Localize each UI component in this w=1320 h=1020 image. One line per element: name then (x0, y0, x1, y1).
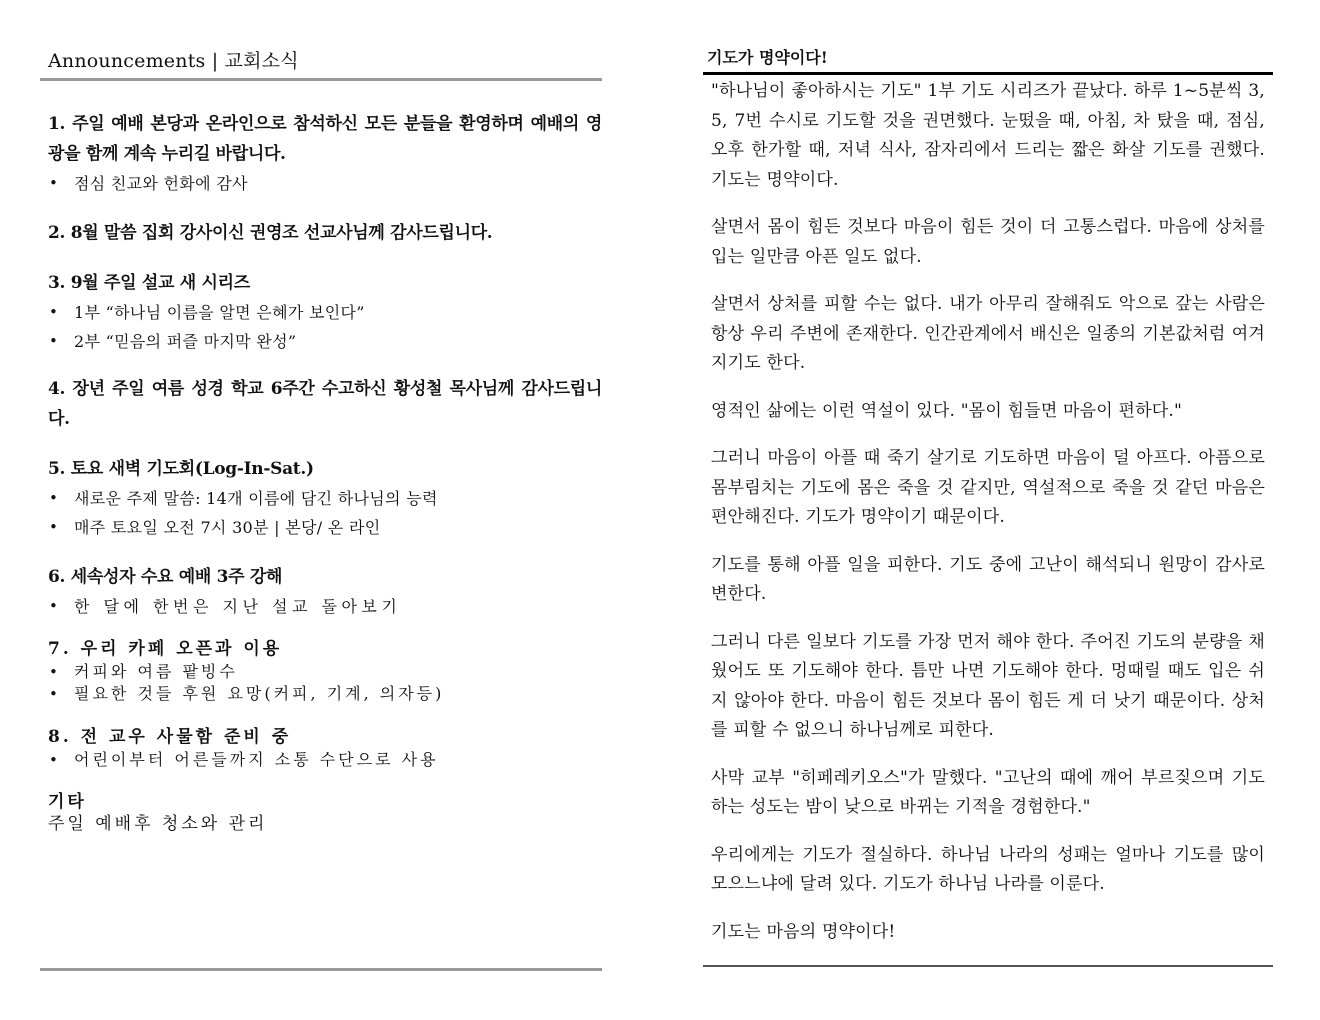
announcement-bullet: • 필요한 것들 후원 요망(커피, 기계, 의자등) (48, 683, 602, 705)
announcement-heading: 6. 세속성자 수요 예배 3주 강해 (48, 567, 283, 587)
announcement-item (48, 268, 602, 356)
announcement-item (48, 374, 602, 434)
announcements-column (40, 48, 602, 835)
article-paragraph: 살면서 몸이 힘든 것보다 마음이 힘든 것이 더 고통스럽다. 마음에 상처를 입는 일만큼 아픈 일도 없다. (711, 217, 1265, 267)
announcement-heading: 7. 우리 카페 오픈과 이용 (48, 639, 283, 659)
announcement-other (48, 791, 602, 835)
article-paragraph: 살면서 상처를 피할 수는 없다. 내가 아무리 잘해줘도 악으로 갚는 사람은 항상 우리 주변에 존재한다. 인간관계에서 배신은 일종의 기본값처럼 여겨지기도 한다. (711, 294, 1265, 373)
announcement-bullet: • 한 달에 한번은 지난 설교 돌아보기 (48, 592, 602, 621)
article-paragraph: 기도는 마음의 명약이다! (711, 921, 896, 942)
announcement-item (48, 109, 602, 198)
announcement-item (48, 454, 602, 542)
announcement-heading: 5. 토요 새벽 기도회(Log-In-Sat.) (48, 459, 314, 479)
other-text: 주일 예배후 청소와 관리 (48, 814, 268, 834)
article-body (703, 77, 1273, 947)
announcement-bullet: • 어린이부터 어른들까지 소통 수단으로 사용 (48, 749, 602, 771)
announcements-title: Announcements | 교회소식 (40, 48, 602, 81)
article-paragraph: 기도를 통해 아플 일을 피한다. 기도 중에 고난이 해석되니 원망이 감사로 변한다. (711, 554, 1265, 604)
article-paragraph: 우리에게는 기도가 절실하다. 하나님 나라의 성패는 얼마나 기도를 많이 모으느냐에 달려 있다. 기도가 하나님 나라를 이룬다. (711, 844, 1265, 894)
announcement-bullet: • 새로운 주제 말씀: 14개 이름에 담긴 하나님의 능력 (48, 484, 602, 513)
other-heading: 기타 (48, 792, 87, 812)
right-bottom-divider (703, 965, 1273, 967)
announcement-bullet: • 점심 친교와 헌화에 감사 (48, 169, 602, 198)
announcement-heading: 8. 전 교우 사물함 준비 중 (48, 727, 292, 747)
announcement-heading: 3. 9월 주일 설교 새 시리즈 (48, 273, 250, 293)
announcement-item (48, 218, 602, 248)
announcement-bullet: • 매주 토요일 오전 7시 30분 | 본당/ 온 라인 (48, 513, 602, 542)
article-paragraph: 사막 교부 "히페레키오스"가 말했다. "고난의 때에 깨어 부르짖으며 기도하는 성도는 밤이 낮으로 바뀌는 기적을 경험한다." (711, 767, 1265, 817)
article-paragraph: 영적인 삶에는 이런 역설이 있다. "몸이 힘들면 마음이 편하다." (711, 400, 1183, 421)
announcement-bullet: • 1부 “하나님 이름을 알면 은혜가 보인다” (48, 298, 602, 327)
announcement-item (48, 725, 602, 771)
announcements-list (40, 109, 602, 835)
announcement-item (48, 637, 602, 705)
article-paragraph: 그러니 마음이 아플 때 죽기 살기로 기도하면 마음이 덜 아프다. 아픔으로 몸부림치는 기도에 몸은 죽을 것 같지만, 역설적으로 죽을 것 같던 마음은 편안해진다. 기도가 명약이기 때문이다. (711, 448, 1265, 527)
article-paragraph: 그러니 다른 일보다 기도를 가장 먼저 해야 한다. 주어진 기도의 분량을 채웠어도 또 기도해야 한다. 틈만 나면 기도해야 한다. 멍때릴 때도 입은 쉬지 않아야 한다. 마음이 힘든 것보다 몸이 힘든 게 더 낫기 때문이다. 상처를 피할 수 없으니 하나님께로 피한다. (711, 631, 1265, 740)
announcement-heading: 2. 8월 말씀 집회 강사이신 권영조 선교사님께 감사드립니다. (48, 223, 493, 243)
article-paragraph: "하나님이 좋아하시는 기도" 1부 기도 시리즈가 끝났다. 하루 1~5분씩 3, 5, 7번 수시로 기도할 것을 권면했다. 눈떴을 때, 아침, 차 탔을 때, 점심, 오후 한가할 때, 저녁 식사, 잠자리에서 드리는 짧은 화살 기도를 권했다. 기도는 명약이다. (711, 81, 1265, 190)
announcement-item (48, 562, 602, 621)
article-column (703, 44, 1273, 965)
announcement-bullet: • 커피와 여름 팥빙수 (48, 661, 602, 683)
announcement-heading: 4. 장년 주일 여름 성경 학교 6주간 수고하신 황성철 목사님께 감사드립니다. (48, 379, 602, 429)
announcement-bullet: • 2부 “믿음의 퍼즐 마지막 완성” (48, 327, 602, 356)
left-bottom-divider (40, 968, 602, 971)
announcement-heading: 1. 주일 예배 본당과 온라인으로 참석하신 모든 분들을 환영하며 예배의 영광을 함께 계속 누리길 바랍니다. (48, 114, 602, 164)
article-title: 기도가 명약이다! (703, 44, 1273, 75)
